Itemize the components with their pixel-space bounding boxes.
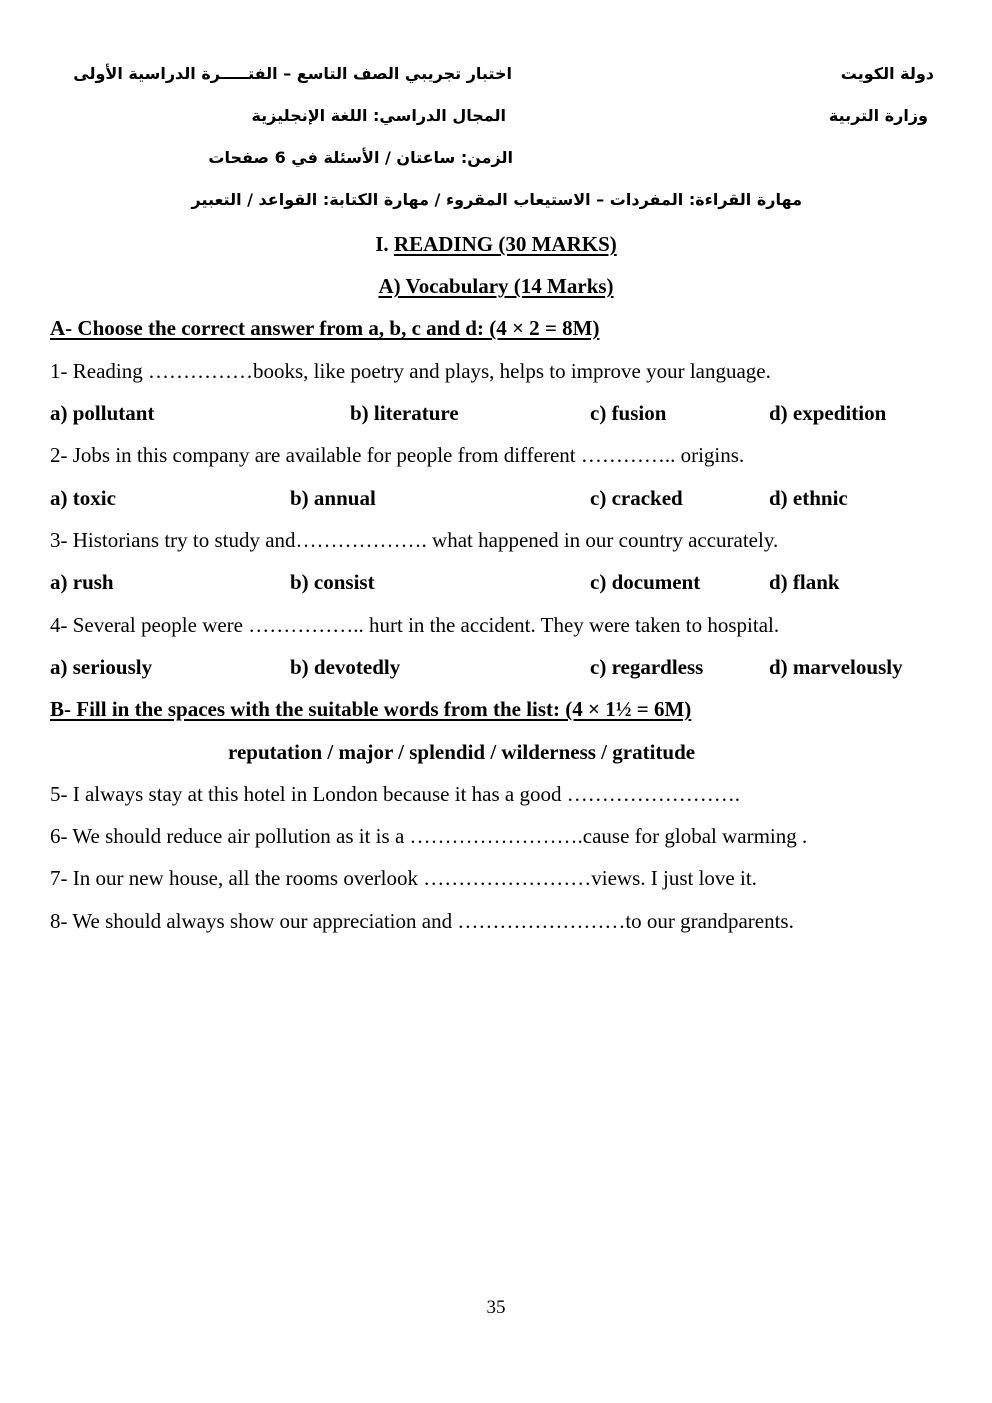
section-title-text: READING (30 MARKS) [393, 232, 617, 256]
subsection-title: A) Vocabulary (14 Marks) [378, 274, 614, 298]
q1-option-d: d) expedition [769, 401, 887, 425]
sentence-6: 6- We should reduce air pollution as it is a …………………….cause for global warming . [50, 824, 808, 848]
part-b-instruction: B- Fill in the spaces with the suitable words from the list: (4 × 1½ = 6M) [50, 697, 692, 721]
part-a-instruction: A- Choose the correct answer from a, b, c and d: (4 × 2 = 8M) [50, 316, 600, 340]
question-4: 4- Several people were …………….. hurt in the accident. They were taken to hospital. [50, 613, 780, 637]
q2-option-d: d) ethnic [769, 486, 848, 510]
header-ministry: وزارة التربية [828, 106, 928, 125]
question-2: 2- Jobs in this company are available for people from different ………….. origins. [50, 443, 745, 467]
header-duration: الزمن: ساعتان / الأسئلة في 6 صفحات [208, 148, 513, 167]
q4-option-b: b) devotedly [290, 655, 401, 679]
sentence-8: 8- We should always show our appreciation and ……………………to our grandparents. [50, 909, 794, 933]
question-1: 1- Reading ……………books, like poetry and plays, helps to improve your language. [50, 359, 771, 383]
q4-option-a: a) seriously [50, 655, 153, 679]
q1-option-c: c) fusion [590, 401, 667, 425]
page-number: 35 [486, 1297, 506, 1318]
sentence-7: 7- In our new house, all the rooms overlook ……………………views. I just love it. [50, 866, 757, 890]
q4-option-c: c) regardless [590, 655, 704, 679]
sentence-5: 5- I always stay at this hotel in London because it has a good ……………………. [50, 782, 740, 806]
q2-option-c: c) cracked [590, 486, 683, 510]
q4-option-d: d) marvelously [769, 655, 903, 679]
header-country: دولة الكويت [840, 64, 934, 83]
q3-option-b: b) consist [290, 570, 375, 594]
word-list: reputation / major / splendid / wilderness / gratitude [228, 740, 696, 764]
header-exam-title: اختبار تجريبي الصف التاسع – الفتـــــرة الدراسية الأولى [73, 64, 512, 83]
section-title-prefix: I. [375, 232, 394, 256]
q2-option-a: a) toxic [50, 486, 116, 510]
q2-option-b: b) annual [290, 486, 376, 510]
header-skills: مهارة القراءة: المفردات – الاستيعاب المقروء / مهارة الكتابة: القواعد / التعبير [191, 190, 802, 209]
question-3: 3- Historians try to study and………………. what happened in our country accurately. [50, 528, 779, 552]
q3-option-a: a) rush [50, 570, 114, 594]
q1-option-a: a) pollutant [50, 401, 155, 425]
q3-option-d: d) flank [769, 570, 840, 594]
section-title [0, 232, 992, 257]
header-subject: المجال الدراسي: اللغة الإنجليزية [251, 106, 506, 125]
q3-option-c: c) document [590, 570, 701, 594]
q1-option-b: b) literature [350, 401, 459, 425]
